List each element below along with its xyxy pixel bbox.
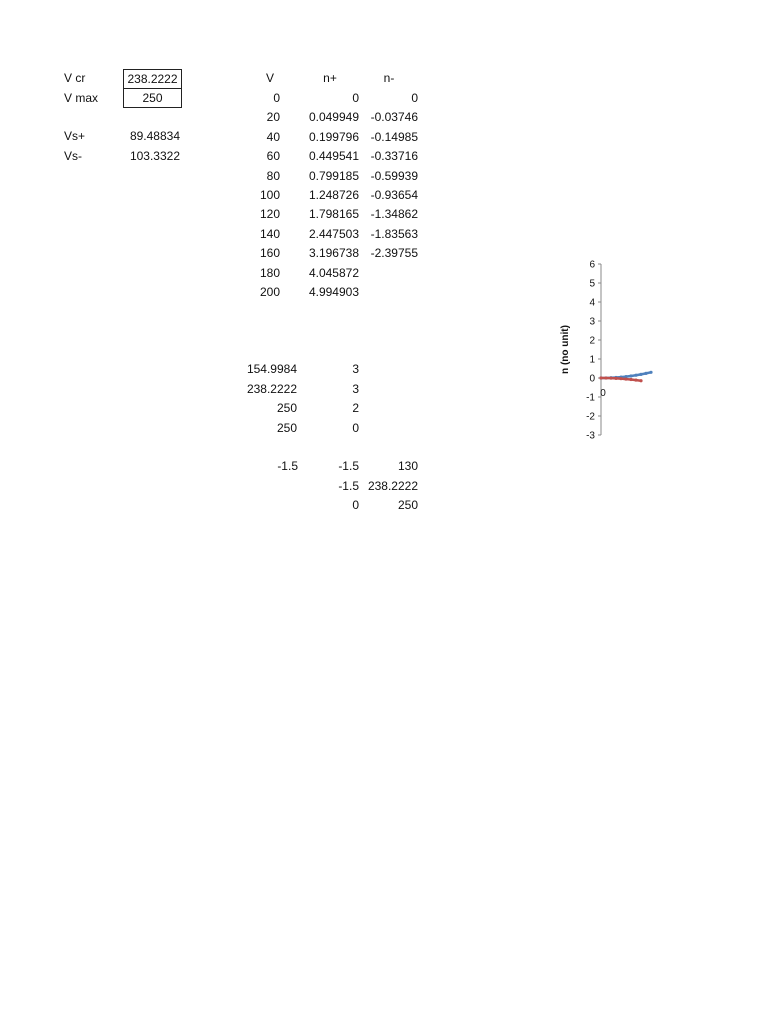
extra-cell-b: -1.5 — [338, 459, 359, 473]
header-n-plus: n+ — [323, 71, 337, 85]
table-cell-n-minus: 0 — [411, 91, 418, 105]
table-cell-v: 200 — [259, 285, 280, 299]
extra-cell-a: -1.5 — [277, 459, 298, 473]
table-cell-n-plus: 0.049949 — [308, 110, 359, 125]
series-n-minus-point — [604, 376, 607, 379]
series-n-minus-point — [634, 378, 637, 381]
y-tick-label: 4 — [589, 297, 595, 309]
table-cell-n-plus: 1.798165 — [308, 207, 359, 222]
y-tick-label: 1 — [589, 354, 595, 366]
table-cell-v: 60 — [266, 149, 280, 164]
header-v: V — [265, 71, 274, 85]
table-cell-n-plus: 4.994903 — [308, 285, 359, 299]
table-cell-n-plus: 0 — [352, 91, 359, 105]
extra-cell-c: 250 — [397, 498, 418, 512]
extra-cell-c: 238.2222 — [367, 478, 418, 493]
table-cell-n-plus: 0.449541 — [308, 149, 359, 164]
table-cell-n-plus: 2.447503 — [308, 226, 359, 241]
y-tick-label: -2 — [586, 411, 595, 423]
y-axis-title: n (no unit) — [560, 325, 571, 374]
series-n-plus-point — [634, 374, 637, 377]
series-n-minus-point — [629, 378, 632, 381]
extra-cell-b: -1.5 — [338, 478, 359, 493]
table-cell-n-minus: -0.14985 — [370, 129, 418, 144]
gust-cell-n: 2 — [352, 401, 359, 416]
gust-cell-v: 250 — [276, 401, 297, 416]
vn-diagram-chart — [548, 255, 658, 445]
table-cell-n-minus — [360, 283, 418, 301]
table-cell-v: 40 — [266, 129, 280, 144]
extra-cell-b: 0 — [352, 498, 359, 512]
extra-cell-a — [255, 477, 298, 495]
series-n-plus-point — [644, 372, 647, 375]
y-tick-label: -1 — [586, 392, 595, 404]
gust-cell-v: 154.9984 — [246, 362, 297, 376]
series-n-plus-point — [649, 371, 652, 374]
table-cell-v: 80 — [266, 168, 280, 183]
gust-cell-n: 3 — [352, 381, 359, 396]
gust-cell-v: 250 — [276, 420, 297, 435]
table-cell-n-plus: 0.199796 — [308, 129, 359, 144]
vs-minus-label: Vs- — [64, 149, 82, 163]
series-n-plus-point — [629, 374, 632, 377]
series-n-minus-point — [624, 377, 627, 380]
vs-plus-value: 89.48834 — [129, 129, 180, 143]
table-cell-n-minus: -1.83563 — [370, 226, 418, 241]
table-cell-n-plus: 0.799185 — [308, 168, 359, 183]
y-tick-label: 5 — [589, 278, 595, 290]
table-cell-v: 140 — [259, 226, 280, 241]
table-cell-n-plus: 1.248726 — [308, 188, 359, 202]
table-cell-n-minus: -0.93654 — [370, 188, 418, 202]
y-tick-label: 3 — [589, 316, 595, 328]
vs-minus-value: 103.3322 — [129, 149, 180, 163]
vcr-label: V cr — [64, 71, 86, 85]
table-cell-v: 20 — [266, 110, 280, 125]
gust-cell-n: 3 — [352, 362, 359, 376]
table-cell-v: 120 — [259, 207, 280, 222]
table-cell-n-minus: -0.33716 — [370, 149, 418, 164]
series-n-minus-point — [599, 376, 602, 379]
table-cell-n-minus: -2.39755 — [370, 246, 418, 261]
header-n-minus: n- — [383, 71, 395, 85]
table-cell-n-minus: -1.34862 — [370, 207, 418, 222]
y-tick-label: -3 — [586, 430, 595, 442]
table-cell-n-plus: 4.045872 — [308, 265, 359, 280]
table-cell-v: 0 — [273, 91, 280, 105]
y-tick-label: 6 — [589, 259, 595, 271]
table-cell-n-plus: 3.196738 — [308, 246, 359, 261]
table-cell-n-minus: -0.59939 — [370, 168, 418, 183]
extra-cell-a — [255, 496, 298, 514]
vcr-value-cell[interactable]: 238.2222 — [123, 69, 182, 89]
y-tick-label: 0 — [589, 373, 595, 385]
table-cell-v: 180 — [259, 265, 280, 280]
table-cell-v: 100 — [259, 188, 280, 202]
vmax-value-cell[interactable]: 250 — [123, 88, 182, 108]
extra-cell-c: 130 — [397, 459, 418, 473]
series-n-minus-point — [639, 379, 642, 382]
vmax-label: V max — [64, 91, 99, 105]
vs-plus-label: Vs+ — [64, 129, 86, 143]
series-n-plus-point — [639, 373, 642, 376]
gust-cell-n: 0 — [352, 420, 359, 435]
x-tick-label: 0 — [600, 388, 606, 399]
table-cell-v: 160 — [259, 246, 280, 261]
series-n-minus-point — [609, 377, 612, 380]
series-n-minus-point — [619, 377, 622, 380]
chart-svg — [548, 255, 658, 445]
series-n-minus-point — [614, 377, 617, 380]
gust-cell-v: 238.2222 — [246, 381, 297, 396]
table-cell-n-minus — [360, 264, 418, 282]
table-cell-n-minus: -0.03746 — [370, 110, 418, 125]
y-tick-label: 2 — [589, 335, 595, 347]
